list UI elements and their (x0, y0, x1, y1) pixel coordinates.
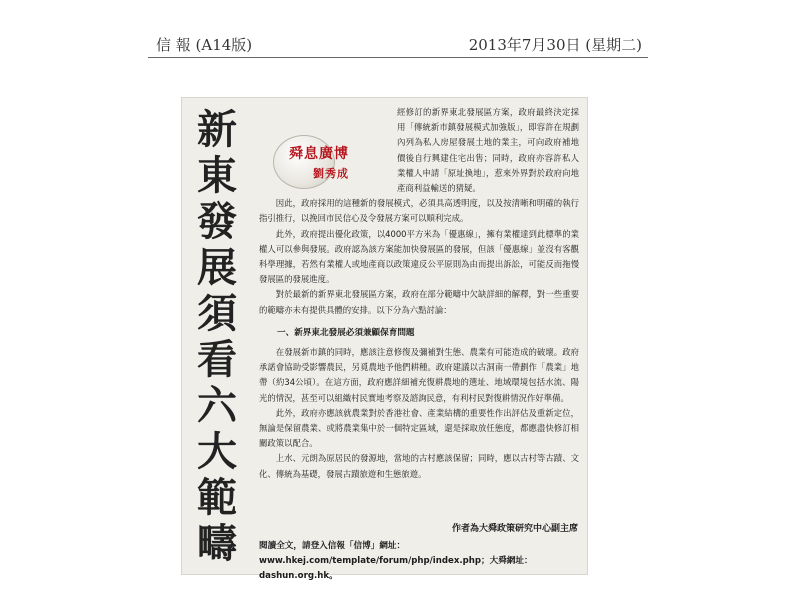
article-paragraph: 此外，政府提出優化政策，以4000平方米為「優惠線」，擁有業權達到此標準的業權人可以參與發展。政府認為該方案能加快發展區的發展，但該「優惠線」並沒有客觀科學理據，若然有業權人或地產商以政策違反公平原則為由而提出訴訟，可能反而拖慢發展區的發展進度。 (259, 228, 579, 285)
article-paragraph: 因此，政府採用的這種新的發展模式，必須具高透明度，以及按清晰和明確的執行指引推行，以挽回市民信心及令發展方案可以順利完成。 (259, 198, 579, 224)
article-paragraph: 此外，政府亦應該就農業對於香港社會、產業結構的重要性作出評估及重新定位，無論是保留農業、或將農業集中於一個特定區域，還是採取放任態度，都應盡快修訂相關政策以配合。 (259, 407, 579, 449)
headline-char: 大 (197, 428, 237, 475)
author-byline: 作者為大舜政策研究中心副主席 (451, 524, 578, 534)
column-name: 舜息廣博 (289, 146, 349, 162)
article-paragraph: 在發展新市鎮的同時，應該注意修復及彌補對生態、農業有可能造成的破壞。政府承諾會協助受影響農民，另覓農地予他們耕種。政府建議以古洞南一帶劃作「農業」地帶（約34公頃）。在這方面，政府應詳細補充復耕農地的選址、地域環境包括水流、陽光的情況，甚至可以組織村民實地考察及諮詢民意，有利村民對復耕情況作好準備。 (259, 347, 579, 403)
header-rule (148, 57, 648, 58)
section-heading: 一、新界東北發展必須兼顧保育問題 (277, 327, 415, 338)
publication-date: 2013年7月30日 (星期二) (468, 36, 642, 54)
headline-char: 六 (197, 382, 237, 429)
article-paragraph: 對於最新的新界東北發展區方案，政府在部分範疇中欠缺詳細的解釋，對一些重要的範疇亦未有提供具體的安排。以下分為六點討論： (259, 289, 579, 315)
column-author: 劉秀成 (313, 167, 349, 180)
headline-char: 範 (197, 474, 237, 521)
headline-char: 發 (197, 198, 237, 245)
headline-char: 須 (197, 290, 237, 337)
article-body (259, 105, 579, 482)
headline-char: 看 (197, 336, 237, 383)
headline-char: 疇 (197, 520, 237, 567)
article-clipping (181, 97, 588, 581)
headline (195, 107, 239, 567)
headline-char: 展 (197, 244, 237, 291)
newspaper-header (148, 34, 648, 56)
headline-char: 新 (197, 106, 237, 153)
read-more-footer: 閱讀全文，請登入信報「信博」網址：www.hkej.com/template/forum/php/index.php；大舜網址：dashun.org.hk。 (259, 541, 533, 581)
publication-info: 信 報 (A14版) (156, 36, 253, 54)
article-paragraph: 上水、元朗為原居民的發源地，當地的古村應該保留；同時，應以古村等古蹟、文化、傳統為基礎，發展古蹟旅遊和生態旅遊。 (259, 453, 579, 479)
article-paragraph: 經修訂的新界東北發展區方案，政府最終決定採用「傳統新市鎮發展模式加強版」，即容許在規劃內列為私人房屋發展土地的業主，可向政府補地價後自行興建住宅出售；同時，政府亦容許私人業權人申請「原址換地」，惹來外界對於政府向地產商利益輸送的猜疑。 (397, 107, 579, 194)
headline-char: 東 (197, 152, 237, 199)
